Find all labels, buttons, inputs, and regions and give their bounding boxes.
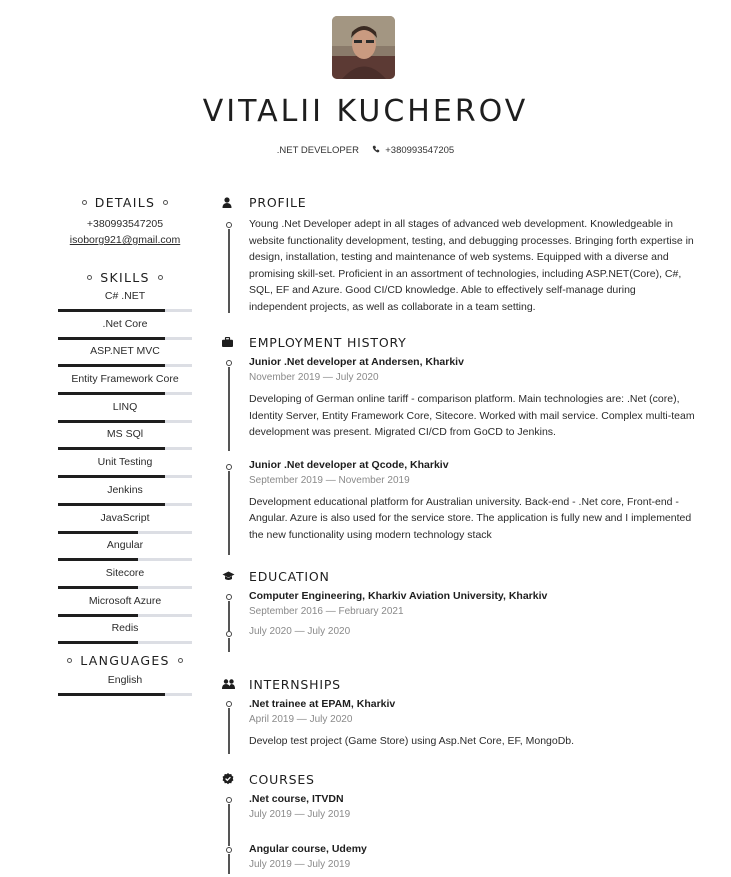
education-date: September 2016 — February 2021 <box>249 606 404 617</box>
skill-level-bar <box>58 364 192 367</box>
skill-label: Unit Testing <box>97 456 153 469</box>
skill-label: .Net Core <box>102 317 148 330</box>
skill-label: Angular <box>106 539 144 552</box>
timeline-line <box>228 638 230 652</box>
candidate-name: VITALII KUCHEROV <box>202 94 529 129</box>
bullet-icon <box>158 275 163 280</box>
briefcase-icon <box>222 335 240 349</box>
skill-label: Redis <box>111 622 139 635</box>
job-description: Developing of German online tariff - comparison platform. Main technologies are: .Net (core), Identity Server, Entity Framework Core, Sitecore. Worked with mail service. Complex multi-team development was present. Migrated CI/CD from GoCD to Jenkins. <box>249 393 695 438</box>
education-date: July 2020 — July 2020 <box>249 626 351 637</box>
job-entry <box>220 351 695 441</box>
skill-level-bar <box>58 475 192 478</box>
details-phone: +380993547205 <box>86 218 164 230</box>
skill-label: Jenkins <box>107 483 143 496</box>
courses-heading: COURSES <box>249 771 315 787</box>
job-entry <box>220 441 695 544</box>
skill-level-bar <box>58 447 192 450</box>
job-date: September 2019 — November 2019 <box>249 474 410 486</box>
internship-title: .Net trainee at EPAM, Kharkiv <box>249 698 396 710</box>
language-label: English <box>107 673 143 686</box>
skill-level-fill <box>58 641 138 644</box>
skill-item <box>58 341 192 369</box>
job-title: .NET DEVELOPER <box>276 145 359 156</box>
skill-level-fill <box>58 503 165 506</box>
employment-heading: EMPLOYMENT HISTORY <box>249 334 407 350</box>
skill-item <box>58 397 192 425</box>
bullet-icon <box>87 275 92 280</box>
skill-label: Sitecore <box>105 566 145 579</box>
skill-label: MS SQl <box>106 428 144 441</box>
job-title: Junior .Net developer at Qcode, Kharkiv <box>249 458 449 471</box>
sidebar <box>58 193 192 698</box>
course-date: July 2019 — July 2019 <box>249 859 351 870</box>
skill-level-fill <box>58 392 165 395</box>
course-entry <box>220 822 695 872</box>
skill-item <box>58 369 192 397</box>
skill-level-bar <box>58 531 192 534</box>
skill-label: JavaScript <box>100 511 150 524</box>
course-title: Angular course, Udemy <box>249 843 367 855</box>
profile-heading: PROFILE <box>249 194 307 210</box>
skill-level-fill <box>58 364 165 367</box>
language-level-fill <box>58 693 165 696</box>
education-entry <box>220 585 695 619</box>
skill-label: ASP.NET MVC <box>90 345 160 358</box>
skill-label: Microsoft Azure <box>88 594 162 607</box>
bullet-icon <box>178 658 183 663</box>
internships-section <box>220 675 695 770</box>
details-email[interactable]: isoborg921@gmail.com <box>69 234 181 246</box>
header-subline <box>0 145 731 156</box>
job-description: Development educational platform for Australian university. Back-end - .Net core, Front-end - Angular. Azure is also used for the service store. The application is fully new and I implemented the new functionality using modern technology stack <box>249 495 692 541</box>
course-entry <box>220 788 695 822</box>
bullet-icon <box>82 200 87 205</box>
job-date: November 2019 — July 2020 <box>249 372 379 383</box>
bullet-icon <box>163 200 168 205</box>
skill-level-fill <box>58 447 165 450</box>
profile-photo <box>332 16 395 79</box>
internship-description: Develop test project (Game Store) using Asp.Net Core, EF, MongoDb. <box>249 735 575 747</box>
skill-level-bar <box>58 614 192 617</box>
internship-entry <box>220 693 695 750</box>
skill-item <box>58 314 192 342</box>
courses-section <box>220 770 695 877</box>
skills-list <box>58 286 192 646</box>
graduation-cap-icon <box>222 569 240 583</box>
skill-level-bar <box>58 503 192 506</box>
skill-item <box>58 618 192 646</box>
course-title: .Net course, ITVDN <box>249 793 344 805</box>
skill-level-fill <box>58 614 138 617</box>
skill-label: LINQ <box>112 400 138 413</box>
internships-heading: INTERNSHIPS <box>249 676 341 692</box>
skill-level-fill <box>58 558 138 561</box>
course-date: July 2019 — July 2019 <box>249 809 351 820</box>
skill-level-bar <box>58 586 192 589</box>
phone-icon <box>372 145 380 156</box>
skill-item <box>58 286 192 314</box>
skill-item <box>58 563 192 591</box>
languages-list <box>58 670 192 698</box>
skill-item <box>58 424 192 452</box>
profile-section <box>220 193 695 333</box>
profile-summary: Young .Net Developer adept in all stages of advanced web development. Knowledgeable in website functionality development, testing, and debugging processes. Bringing forth expertise in design, installation, testing and maintenance of web systems. Equipped with a diverse and promising skill-set. Proficient in an assortment of technologies, including ASP.NET(Core), C#, SQL, EF and Azure. Good CI/CD knowledge. Able to effectively self-manage during independent projects, as well as collaborate in a team setting. <box>249 218 694 313</box>
education-section <box>220 567 695 675</box>
skill-level-fill <box>58 586 138 589</box>
skill-level-bar <box>58 309 192 312</box>
details-heading: DETAILS <box>58 193 192 211</box>
job-title: Junior .Net developer at Andersen, Kharkiv <box>249 356 464 368</box>
skill-item <box>58 508 192 536</box>
main-content <box>220 193 695 877</box>
person-icon <box>222 195 240 209</box>
skill-level-fill <box>58 337 165 340</box>
internship-date: April 2019 — July 2020 <box>249 714 353 725</box>
skill-level-bar <box>58 641 192 644</box>
skill-item <box>58 480 192 508</box>
languages-heading: LANGUAGES <box>58 652 192 670</box>
skill-level-bar <box>58 558 192 561</box>
language-item <box>58 670 192 698</box>
education-heading: EDUCATION <box>249 568 330 584</box>
skill-level-fill <box>58 475 165 478</box>
header-phone: +380993547205 <box>385 145 455 156</box>
skill-item <box>58 452 192 480</box>
skill-item <box>58 535 192 563</box>
people-icon <box>222 677 240 691</box>
employment-section <box>220 333 695 567</box>
skill-level-bar <box>58 392 192 395</box>
language-level-bar <box>58 693 192 696</box>
skill-level-fill <box>58 420 165 423</box>
education-title: Computer Engineering, Kharkiv Aviation University, Kharkiv <box>249 590 548 602</box>
skills-heading: SKILLS <box>58 268 192 286</box>
skill-level-fill <box>58 309 165 312</box>
education-entry <box>220 619 695 639</box>
skill-label: Entity Framework Core <box>71 373 179 386</box>
skill-level-fill <box>58 531 138 534</box>
bullet-icon <box>67 658 72 663</box>
certificate-badge-icon <box>222 772 240 786</box>
skill-level-bar <box>58 337 192 340</box>
skill-item <box>58 591 192 619</box>
skill-level-bar <box>58 420 192 423</box>
skill-label: C# .NET <box>104 290 146 302</box>
details-block <box>58 216 192 248</box>
